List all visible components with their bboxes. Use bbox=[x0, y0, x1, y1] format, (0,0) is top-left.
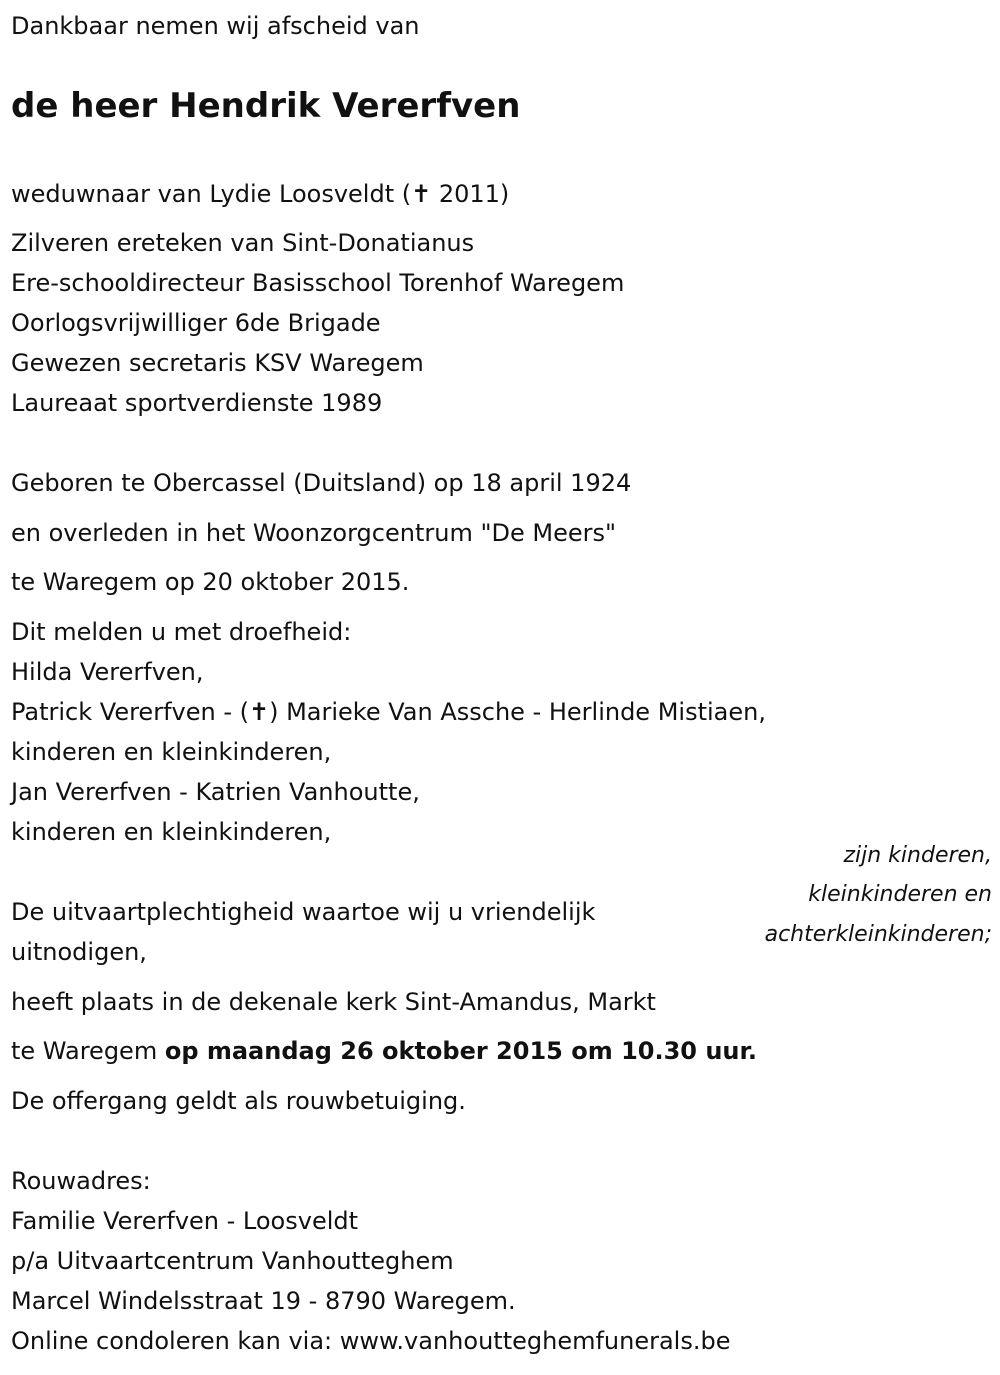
family-line: Patrick Vererfven - (✝) Marieke Van Assche - Herlinde Mistiaen, bbox=[11, 698, 766, 726]
address-line: Familie Vererfven - Loosveldt bbox=[11, 1207, 359, 1235]
title-line: Oorlogsvrijwilliger 6de Brigade bbox=[11, 309, 381, 337]
family-line: Hilda Vererfven, bbox=[11, 658, 204, 686]
family-intro: Dit melden u met droefheid: bbox=[11, 618, 352, 646]
online-condolence: Online condoleren kan via: www.vanhoutteghemfunerals.be bbox=[11, 1327, 731, 1355]
ceremony-text-4 bbox=[11, 1037, 757, 1065]
ceremony-place: te Waregem bbox=[11, 1037, 165, 1065]
family-summary-line: achterkleinkinderen; bbox=[764, 922, 992, 947]
family-line: kinderen en kleinkinderen, bbox=[11, 738, 332, 766]
widower-text: weduwnaar van Lydie Loosveldt (✝ 2011) bbox=[11, 180, 510, 208]
offering-text: De offergang geldt als rouwbetuiging. bbox=[11, 1087, 466, 1115]
ceremony-text-3: heeft plaats in de dekenale kerk Sint-Amandus, Markt bbox=[11, 988, 656, 1016]
title-line: Gewezen secretaris KSV Waregem bbox=[11, 349, 424, 377]
death-text-2: te Waregem op 20 oktober 2015. bbox=[11, 568, 410, 596]
address-line: p/a Uitvaartcentrum Vanhoutteghem bbox=[11, 1247, 454, 1275]
ceremony-text-2: uitnodigen, bbox=[11, 938, 147, 966]
address-label: Rouwadres: bbox=[11, 1167, 151, 1195]
family-summary-line: zijn kinderen, bbox=[843, 843, 992, 868]
family-line: Jan Vererfven - Katrien Vanhoutte, bbox=[11, 778, 420, 806]
title-line: Laureaat sportverdienste 1989 bbox=[11, 389, 383, 417]
death-text-1: en overleden in het Woonzorgcentrum "De Meers" bbox=[11, 519, 617, 547]
family-line: kinderen en kleinkinderen, bbox=[11, 818, 332, 846]
address-line: Marcel Windelsstraat 19 - 8790 Waregem. bbox=[11, 1287, 516, 1315]
intro-text: Dankbaar nemen wij afscheid van bbox=[11, 12, 420, 40]
title-line: Ere-schooldirecteur Basisschool Torenhof Waregem bbox=[11, 269, 625, 297]
title-line: Zilveren ereteken van Sint-Donatianus bbox=[11, 229, 475, 257]
ceremony-text-1: De uitvaartplechtigheid waartoe wij u vriendelijk bbox=[11, 898, 596, 926]
ceremony-datetime: op maandag 26 oktober 2015 om 10.30 uur. bbox=[164, 1037, 758, 1065]
birth-text: Geboren te Obercassel (Duitsland) op 18 april 1924 bbox=[11, 469, 632, 497]
family-summary-line: kleinkinderen en bbox=[808, 882, 992, 907]
deceased-name: de heer Hendrik Vererfven bbox=[11, 86, 521, 126]
